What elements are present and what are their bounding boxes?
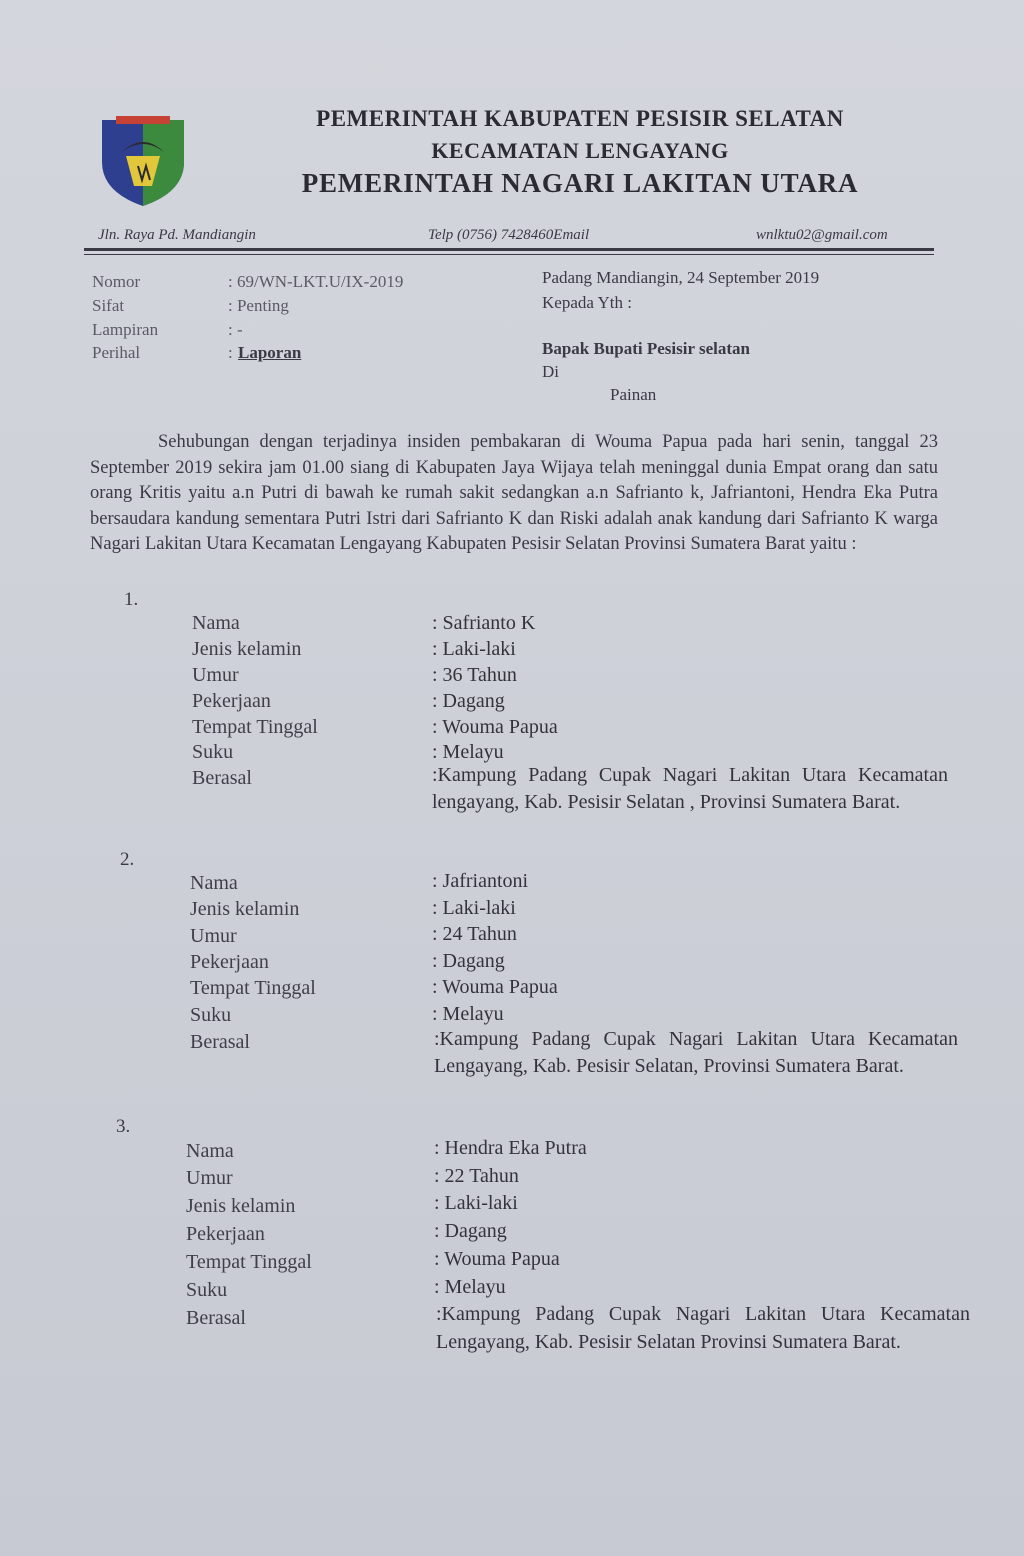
lampiran-value: : -: [228, 320, 243, 339]
recipient-di: Di: [542, 362, 559, 381]
nomor-value: : 69/WN-LKT.U/IX-2019: [228, 272, 404, 291]
field-value: : 36 Tahun: [432, 664, 517, 686]
field-label: Berasal: [192, 767, 252, 789]
person-number: 3.: [116, 1116, 131, 1137]
field-label: Tempat Tinggal: [192, 716, 318, 738]
kepada-label: Kepada Yth :: [542, 293, 633, 312]
field-value: : Dagang: [434, 1220, 507, 1242]
field-label: Umur: [190, 925, 237, 947]
field-value: : Dagang: [432, 950, 505, 972]
sifat-label: Sifat: [92, 296, 125, 315]
field-value: : Melayu: [434, 1276, 506, 1298]
field-label: Suku: [186, 1279, 228, 1301]
field-label: Jenis kelamin: [192, 638, 302, 660]
letterhead-nagari: PEMERINTAH NAGARI LAKITAN UTARA: [301, 168, 859, 198]
letterhead-regency: PEMERINTAH KABUPATEN PESISIR SELATAN: [316, 106, 844, 131]
letterhead-rule-thick: [84, 248, 934, 251]
field-label: Pekerjaan: [192, 690, 271, 712]
field-label: Berasal: [190, 1031, 250, 1053]
field-value: : Laki-laki: [434, 1192, 518, 1214]
field-label: Nama: [192, 612, 240, 634]
field-value: : Jafriantoni: [432, 870, 529, 892]
field-label: Nama: [186, 1140, 234, 1162]
recipient-city: Painan: [610, 385, 657, 404]
field-label: Umur: [192, 664, 239, 686]
field-label: Jenis kelamin: [186, 1195, 296, 1217]
field-label: Tempat Tinggal: [186, 1251, 312, 1273]
field-value: : Melayu: [432, 1003, 504, 1025]
field-label: Jenis kelamin: [190, 898, 300, 920]
person-number: 1.: [124, 589, 139, 610]
field-label: Tempat Tinggal: [190, 977, 316, 999]
field-value: : Wouma Papua: [434, 1248, 560, 1270]
field-value: : Safrianto K: [432, 612, 536, 634]
field-value: : 24 Tahun: [432, 923, 517, 945]
letterhead-address: Jln. Raya Pd. Mandiangin: [98, 227, 256, 243]
field-value: : Laki-laki: [432, 638, 516, 660]
perihal-colon: :: [228, 343, 233, 362]
field-label: Umur: [186, 1167, 233, 1189]
field-value: :Kampung Padang Cupak Nagari Lakitan Utara Kecamatan lengayang, Kab. Pesisir Selatan , Provinsi Sumatera Barat.: [432, 764, 948, 813]
nomor-label: Nomor: [92, 272, 141, 291]
letterhead-district: KECAMATAN LENGAYANG: [431, 138, 729, 163]
field-value: : Wouma Papua: [432, 716, 558, 738]
place-date: Padang Mandiangin, 24 September 2019: [542, 268, 820, 287]
field-label: Suku: [192, 741, 234, 763]
field-value: :Kampung Padang Cupak Nagari Lakitan Utara Kecamatan Lengayang, Kab. Pesisir Selatan Provinsi Sumatera Barat.: [436, 1303, 970, 1353]
lampiran-label: Lampiran: [92, 320, 159, 339]
field-label: Pekerjaan: [190, 951, 269, 973]
field-label: Nama: [190, 872, 238, 894]
field-value: : Hendra Eka Putra: [434, 1137, 587, 1159]
body-paragraph: Sehubungan dengan terjadinya insiden pembakaran di Wouma Papua pada hari senin, tanggal 23 September 2019 sekira jam 01.00 siang di Kabupaten Jaya Wijaya telah meninggal dunia Empat orang dan satu orang Kritis yaitu a.n Putri di bawah ke rumah sakit sedangkan a.n Safrianto k, Jafriantoni, Hendra Eka Putra bersaudara kandung sementara Putri Istri dari Safrianto K dan Riski adalah anak kandung dari Safrianto K warga Nagari Lakitan Utara Kecamatan Lengayang Kabupaten Pesisir Selatan Provinsi Sumatera Barat yaitu :: [90, 432, 938, 554]
field-value: : Melayu: [432, 741, 504, 763]
recipient-name: Bapak Bupati Pesisir selatan: [542, 339, 750, 358]
field-value: :Kampung Padang Cupak Nagari Lakitan Utara Kecamatan Lengayang, Kab. Pesisir Selatan, Provinsi Sumatera Barat.: [434, 1028, 958, 1077]
letterhead-rule-thin: [84, 254, 934, 255]
regency-logo: [98, 112, 188, 208]
perihal-value: Laporan: [238, 343, 302, 362]
perihal-label: Perihal: [92, 343, 141, 362]
sifat-value: : Penting: [228, 296, 289, 315]
field-value: : Dagang: [432, 690, 505, 712]
person-number: 2.: [120, 849, 135, 870]
letterhead-email: wnlktu02@gmail.com: [756, 227, 888, 243]
field-value: : 22 Tahun: [434, 1165, 519, 1187]
field-label: Berasal: [186, 1307, 246, 1329]
field-label: Pekerjaan: [186, 1223, 265, 1245]
field-label: Suku: [190, 1004, 232, 1026]
field-value: : Wouma Papua: [432, 976, 558, 998]
letterhead-phone: Telp (0756) 7428460Email: [428, 227, 590, 243]
field-value: : Laki-laki: [432, 897, 516, 919]
